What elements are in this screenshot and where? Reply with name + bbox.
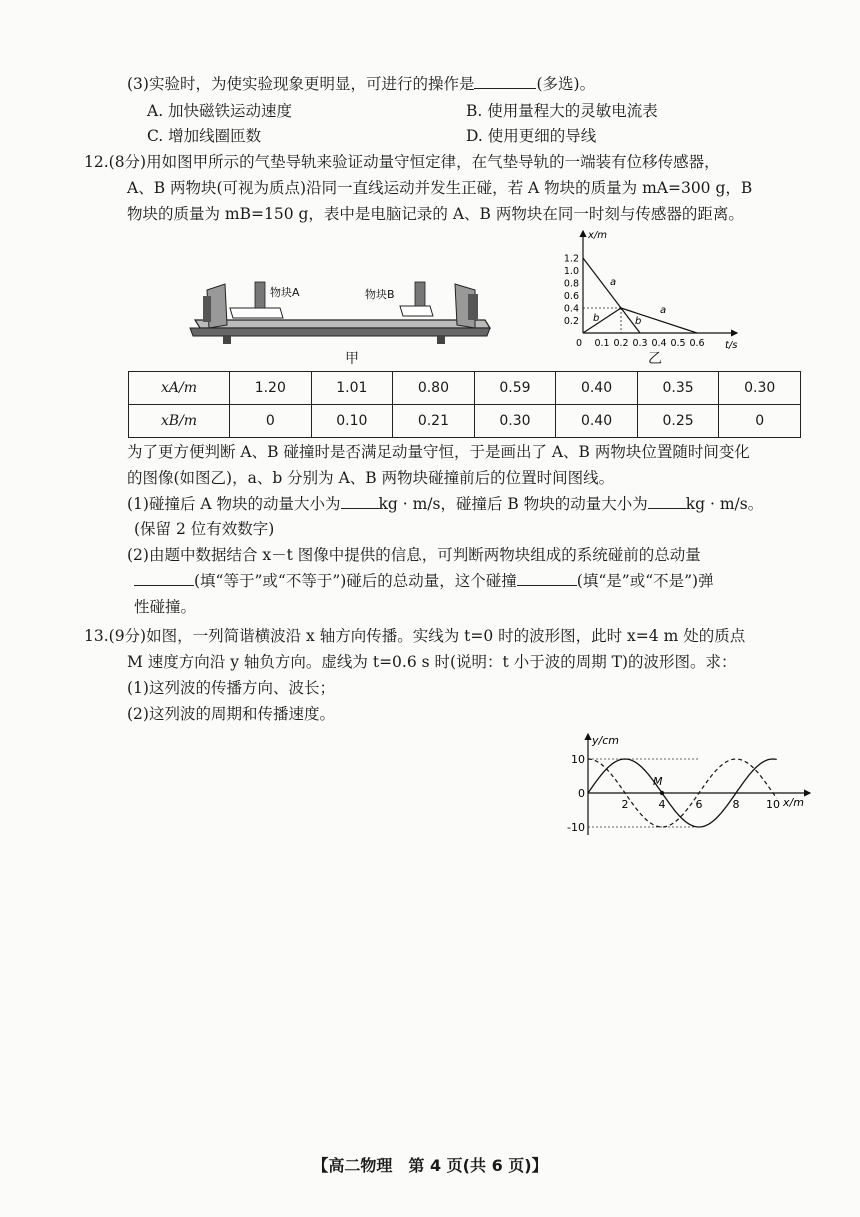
air-track-figure <box>185 270 495 370</box>
table-row-header: xA/m <box>129 372 230 405</box>
table-cell: 0.30 <box>474 405 556 438</box>
wave-xtick-label: 8 <box>732 798 740 811</box>
q12-after-2: 的图像(如图乙)，a、b 分别为 A、B 两物块碰撞前后的位置时间图线。 <box>127 469 615 487</box>
option-d: D. 使用更细的导线 <box>466 127 597 145</box>
page-footer: 【高二物理 第 4 页(共 6 页)】 <box>312 1156 548 1175</box>
table-cell: 0.40 <box>556 372 638 405</box>
q12-line-3: 物块的质量为 mB=150 g，表中是电脑记录的 A、B 两物块在同一时刻与传感器的距离。 <box>127 205 744 223</box>
wave-xtick-label: 10 <box>766 798 780 811</box>
yi-xtick-label: 0.1 <box>594 338 610 349</box>
table-cell: 0 <box>230 405 312 438</box>
q12-after-1: 为了更方便判断 A、B 碰撞时是否满足动量守恒，于是画出了 A、B 两物块位置随时间变化 <box>127 443 750 461</box>
position-table <box>128 371 801 438</box>
wave-xlabel: x/m <box>783 796 804 809</box>
q12-sub2-line1: (2)由题中数据结合 x－t 图像中提供的信息，可判断两物块组成的系统碰前的总动量 <box>127 546 701 564</box>
table-cell: 0 <box>719 405 801 438</box>
q13-line-2: M 速度方向沿 y 轴负方向。虚线为 t=0.6 s 时(说明：t 小于波的周期 T)的波形图。求： <box>127 653 737 671</box>
wave-xtick-label: 6 <box>695 798 703 811</box>
table-cell: 0.25 <box>637 405 719 438</box>
q12-line-2: A、B 两物块(可视为质点)沿同一直线运动并发生正碰，若 A 物块的质量为 mA=300 g，B <box>127 179 753 197</box>
table-cell: 0.21 <box>393 405 475 438</box>
option-b: B. 使用量程大的灵敏电流表 <box>466 102 658 120</box>
q12-line-1: 12.(8分)用如图甲所示的气垫导轨来验证动量守恒定律，在气垫导轨的一端装有位移传感器， <box>84 153 720 171</box>
wave-xtick-label: 4 <box>658 798 666 811</box>
yi-ytick-label: 1.2 <box>563 253 579 265</box>
table-cell: 1.20 <box>230 372 312 405</box>
table-row <box>129 372 801 405</box>
table-cell: 0.59 <box>474 372 556 405</box>
table-cell: 0.35 <box>637 372 719 405</box>
label-a-2: a <box>660 305 667 316</box>
table-cell: 0.30 <box>719 372 801 405</box>
table-cell: 0.40 <box>556 405 638 438</box>
line-b-before <box>583 308 621 333</box>
yi-xtick-label: 0.4 <box>651 338 667 349</box>
yi-xlabel: t/s <box>725 340 738 351</box>
answer-blank[interactable] <box>474 74 536 89</box>
yi-ytick-label: 0.4 <box>563 303 579 315</box>
wave-ytick-label: 0 <box>578 787 585 800</box>
label-b-2: b <box>635 316 642 327</box>
q12-sub1-note: (保留 2 位有效数字) <box>134 520 275 538</box>
q13-line-4: (2)这列波的周期和传播速度。 <box>127 705 335 723</box>
xt-graph <box>555 225 755 360</box>
answer-blank-equal[interactable] <box>134 571 194 586</box>
yi-ytick-label: 0.2 <box>563 316 579 327</box>
yi-xtick-label: 0 <box>575 338 583 349</box>
yi-xtick-label: 0.6 <box>689 338 705 349</box>
yi-ytick-label: 0.8 <box>563 278 579 290</box>
yi-xtick-label: 0.3 <box>632 338 648 349</box>
yi-xtick-label: 0.5 <box>670 338 686 349</box>
q13-line-3: (1)这列波的传播方向、波长； <box>127 679 335 697</box>
wave-graph <box>560 730 820 845</box>
option-c: C. 增加线圈匝数 <box>147 127 262 145</box>
table-cell: 0.10 <box>311 405 393 438</box>
answer-blank-b-momentum[interactable] <box>648 494 686 509</box>
wave-ytick-label: -10 <box>567 821 585 834</box>
point-m-label: M <box>653 775 663 788</box>
q12-sub2-line3: 性碰撞。 <box>134 598 197 616</box>
table-row-header: xB/m <box>129 405 230 438</box>
caption-yi: 乙 <box>648 351 662 367</box>
line-a-after <box>621 308 697 333</box>
q12-sub1: (1)碰撞后 A 物块的动量大小为 kg · m/s，碰撞后 B 物块的动量大小为 kg · m/s。 <box>127 495 764 513</box>
answer-blank-elastic[interactable] <box>517 571 577 586</box>
table-cell: 1.01 <box>311 372 393 405</box>
answer-blank-a-momentum[interactable] <box>341 494 379 509</box>
q12-sub2-line2: (填“等于”或“不等于”)碰后的总动量，这个碰撞 (填“是”或“不是”)弹 <box>134 571 714 591</box>
q11-3-stem: (3)实验时，为使实验现象更明显，可进行的操作是 (多选)。 <box>127 75 596 93</box>
q13-line-1: 13.(9分)如图，一列简谐横波沿 x 轴方向传播。实线为 t=0 时的波形图，此时 x=4 m 处的质点 <box>84 627 746 645</box>
yi-ytick-label: 0.6 <box>563 291 579 302</box>
caption-jia: 甲 <box>345 351 359 367</box>
label-b-1: b <box>593 313 600 324</box>
label-a-1: a <box>610 277 617 288</box>
wave-xtick-label: 2 <box>621 798 629 811</box>
label-block-a: 物块A <box>270 286 300 299</box>
wave-ytick-label: 10 <box>571 753 585 766</box>
yi-ylabel: x/m <box>588 230 608 241</box>
wave-ylabel: y/cm <box>592 734 619 747</box>
yi-xtick-label: 0.2 <box>613 338 629 349</box>
yi-ytick-label: 1.0 <box>563 266 579 277</box>
table-row <box>129 405 801 438</box>
table-cell: 0.80 <box>393 372 475 405</box>
point-m <box>660 791 664 795</box>
label-block-b: 物块B <box>365 288 395 301</box>
option-a: A. 加快磁铁运动速度 <box>147 102 293 120</box>
